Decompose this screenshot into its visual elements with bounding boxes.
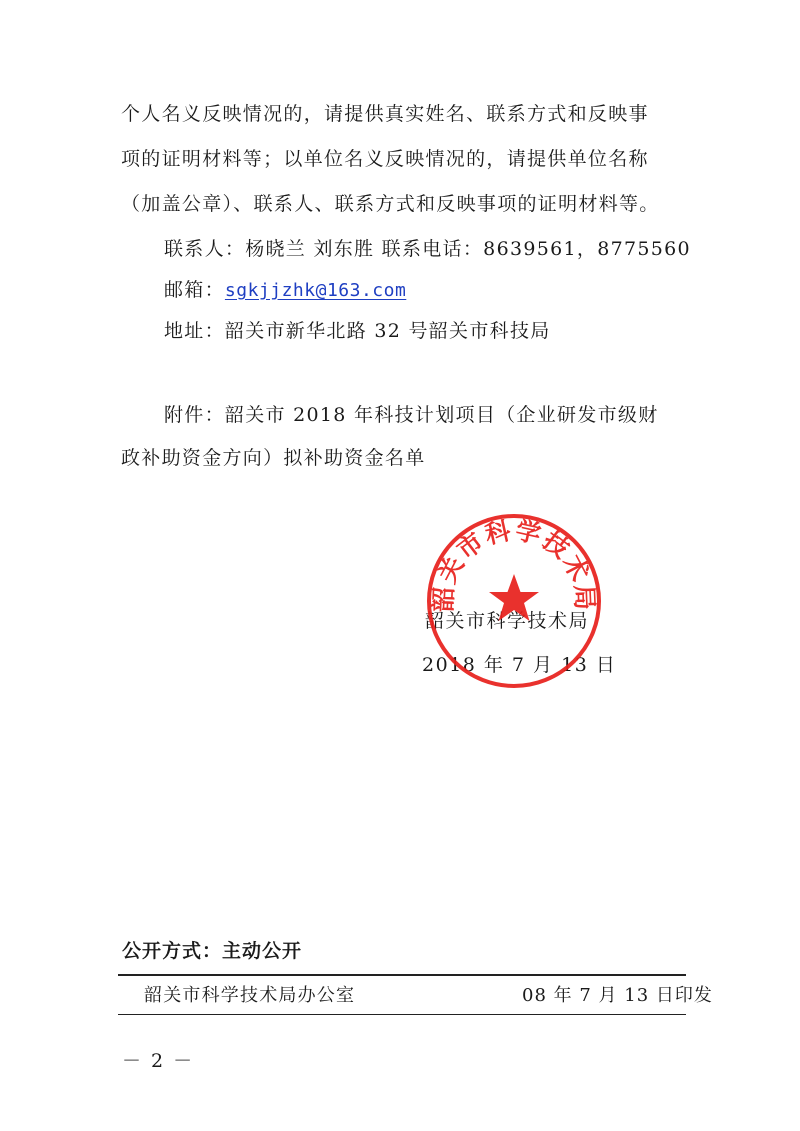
- issuing-office: 韶关市科学技术局办公室: [144, 985, 356, 1006]
- attachment-line-2: 政补助资金方向）拟补助资金名单: [121, 447, 426, 469]
- email-link[interactable]: sgkjjzhk@163.com: [224, 280, 407, 301]
- issue-date: 08 年 7 月 13 日印发: [522, 985, 713, 1006]
- signer-date: 2018 年 7 月 13 日: [422, 654, 617, 676]
- body-line-3: （加盖公章）、联系人、联系方式和反映事项的证明材料等。: [121, 193, 660, 215]
- signer-org: 韶关市科学技术局: [425, 610, 590, 632]
- body-line-2: 项的证明材料等；以单位名义反映情况的，请提供单位名称: [121, 148, 649, 170]
- official-seal: [425, 512, 603, 690]
- email-line: [164, 281, 406, 300]
- footer-bottom-rule: [118, 1014, 686, 1015]
- contact-line: 联系人：杨晓兰 刘东胜 联系电话：8639561，8775560: [164, 238, 691, 260]
- star-icon: [489, 574, 539, 621]
- body-line-1: 个人名义反映情况的，请提供真实姓名、联系方式和反映事: [121, 103, 649, 125]
- page-number: － 2 －: [122, 1050, 195, 1072]
- email-label: 邮箱：: [164, 279, 225, 301]
- attachment-line-1: 附件：韶关市 2018 年科技计划项目（企业研发市级财: [164, 404, 659, 426]
- seal-text: 韶关市科学技术局: [428, 515, 600, 613]
- publicity-method: 公开方式：主动公开: [122, 940, 303, 962]
- footer-top-rule: [118, 974, 686, 976]
- address-line: 地址：韶关市新华北路 32 号韶关市科技局: [164, 320, 551, 342]
